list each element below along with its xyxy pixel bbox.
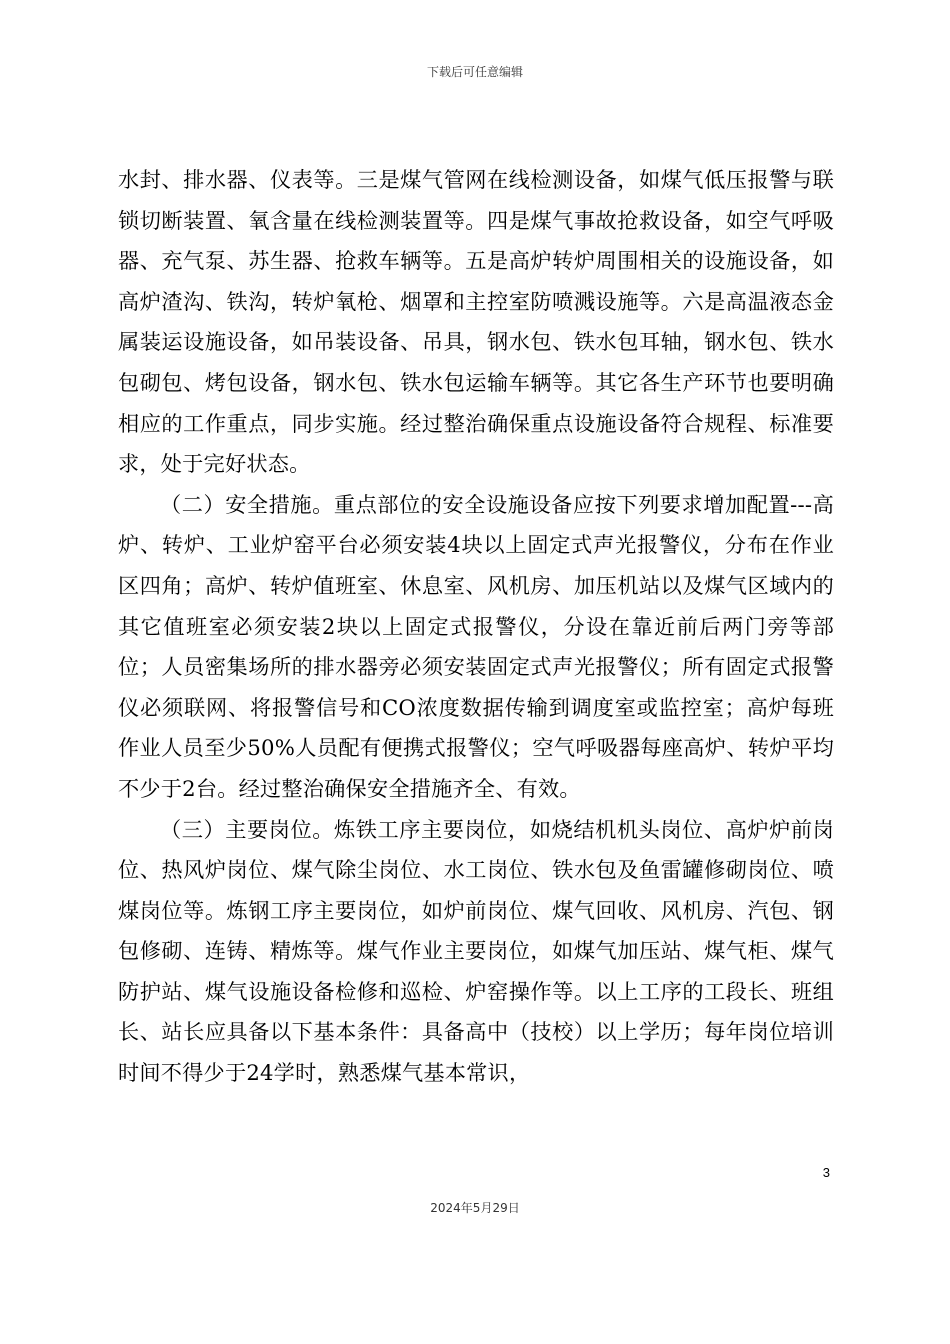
paragraph-safety-measures: （二）安全措施。重点部位的安全设施设备应按下列要求增加配置---高炉、转炉、工业炉窑平台必须安装4块以上固定式声光报警仪，分布在作业区四角；高炉、转炉值班室、休息室、风机房、加压机站以及煤气区域内的其它值班室必须安装2块以上固定式报警仪，分设在靠近前后两门旁等部位；人员密集场所的排水器旁必须安装固定式声光报警仪；所有固定式报警仪必须联网、将报警信号和CO浓度数据传输到调度室或监控室；高炉每班作业人员至少50%人员配有便携式报警仪；空气呼吸器每座高炉、转炉平均不少于2台。经过整治确保安全措施齐全、有效。 xyxy=(118,491,834,801)
document-body xyxy=(118,160,834,1094)
page-footer-date: 2024年5月29日 xyxy=(430,1201,520,1215)
paragraph-equipment-continued: 水封、排水器、仪表等。三是煤气管网在线检测设备，如煤气低压报警与联锁切断装置、氧含量在线检测装置等。四是煤气事故抢救设备，如空气呼吸器、充气泵、苏生器、抢救车辆等。五是高炉转炉周围相关的设施设备，如高炉渣沟、铁沟，转炉氧枪、烟罩和主控室防喷溅设施等。六是高温液态金属装运设施设备，如吊装设备、吊具，钢水包、铁水包耳轴，钢水包、铁水包砌包、烤包设备，钢水包、铁水包运输车辆等。其它各生产环节也要明确相应的工作重点，同步实施。经过整治确保重点设施设备符合规程、标准要求，处于完好状态。 xyxy=(118,167,834,477)
page-header: 下载后可任意编辑 xyxy=(426,65,523,79)
paragraph-key-positions: （三）主要岗位。炼铁工序主要岗位，如烧结机机头岗位、高炉炉前岗位、热风炉岗位、煤气除尘岗位、水工岗位、铁水包及鱼雷罐修砌岗位、喷煤岗位等。炼钢工序主要岗位，如炉前岗位、煤气回收、风机房、汽包、钢包修砌、连铸、精炼等。煤气作业主要岗位，如煤气加压站、煤气柜、煤气防护站、煤气设施设备检修和巡检、炉窑操作等。以上工序的工段长、班组长、站长应具备以下基本条件：具备高中（技校）以上学历；每年岗位培训时间不得少于24学时，熟悉煤气基本常识， xyxy=(118,816,834,1086)
page-number: 3 xyxy=(822,1165,830,1180)
